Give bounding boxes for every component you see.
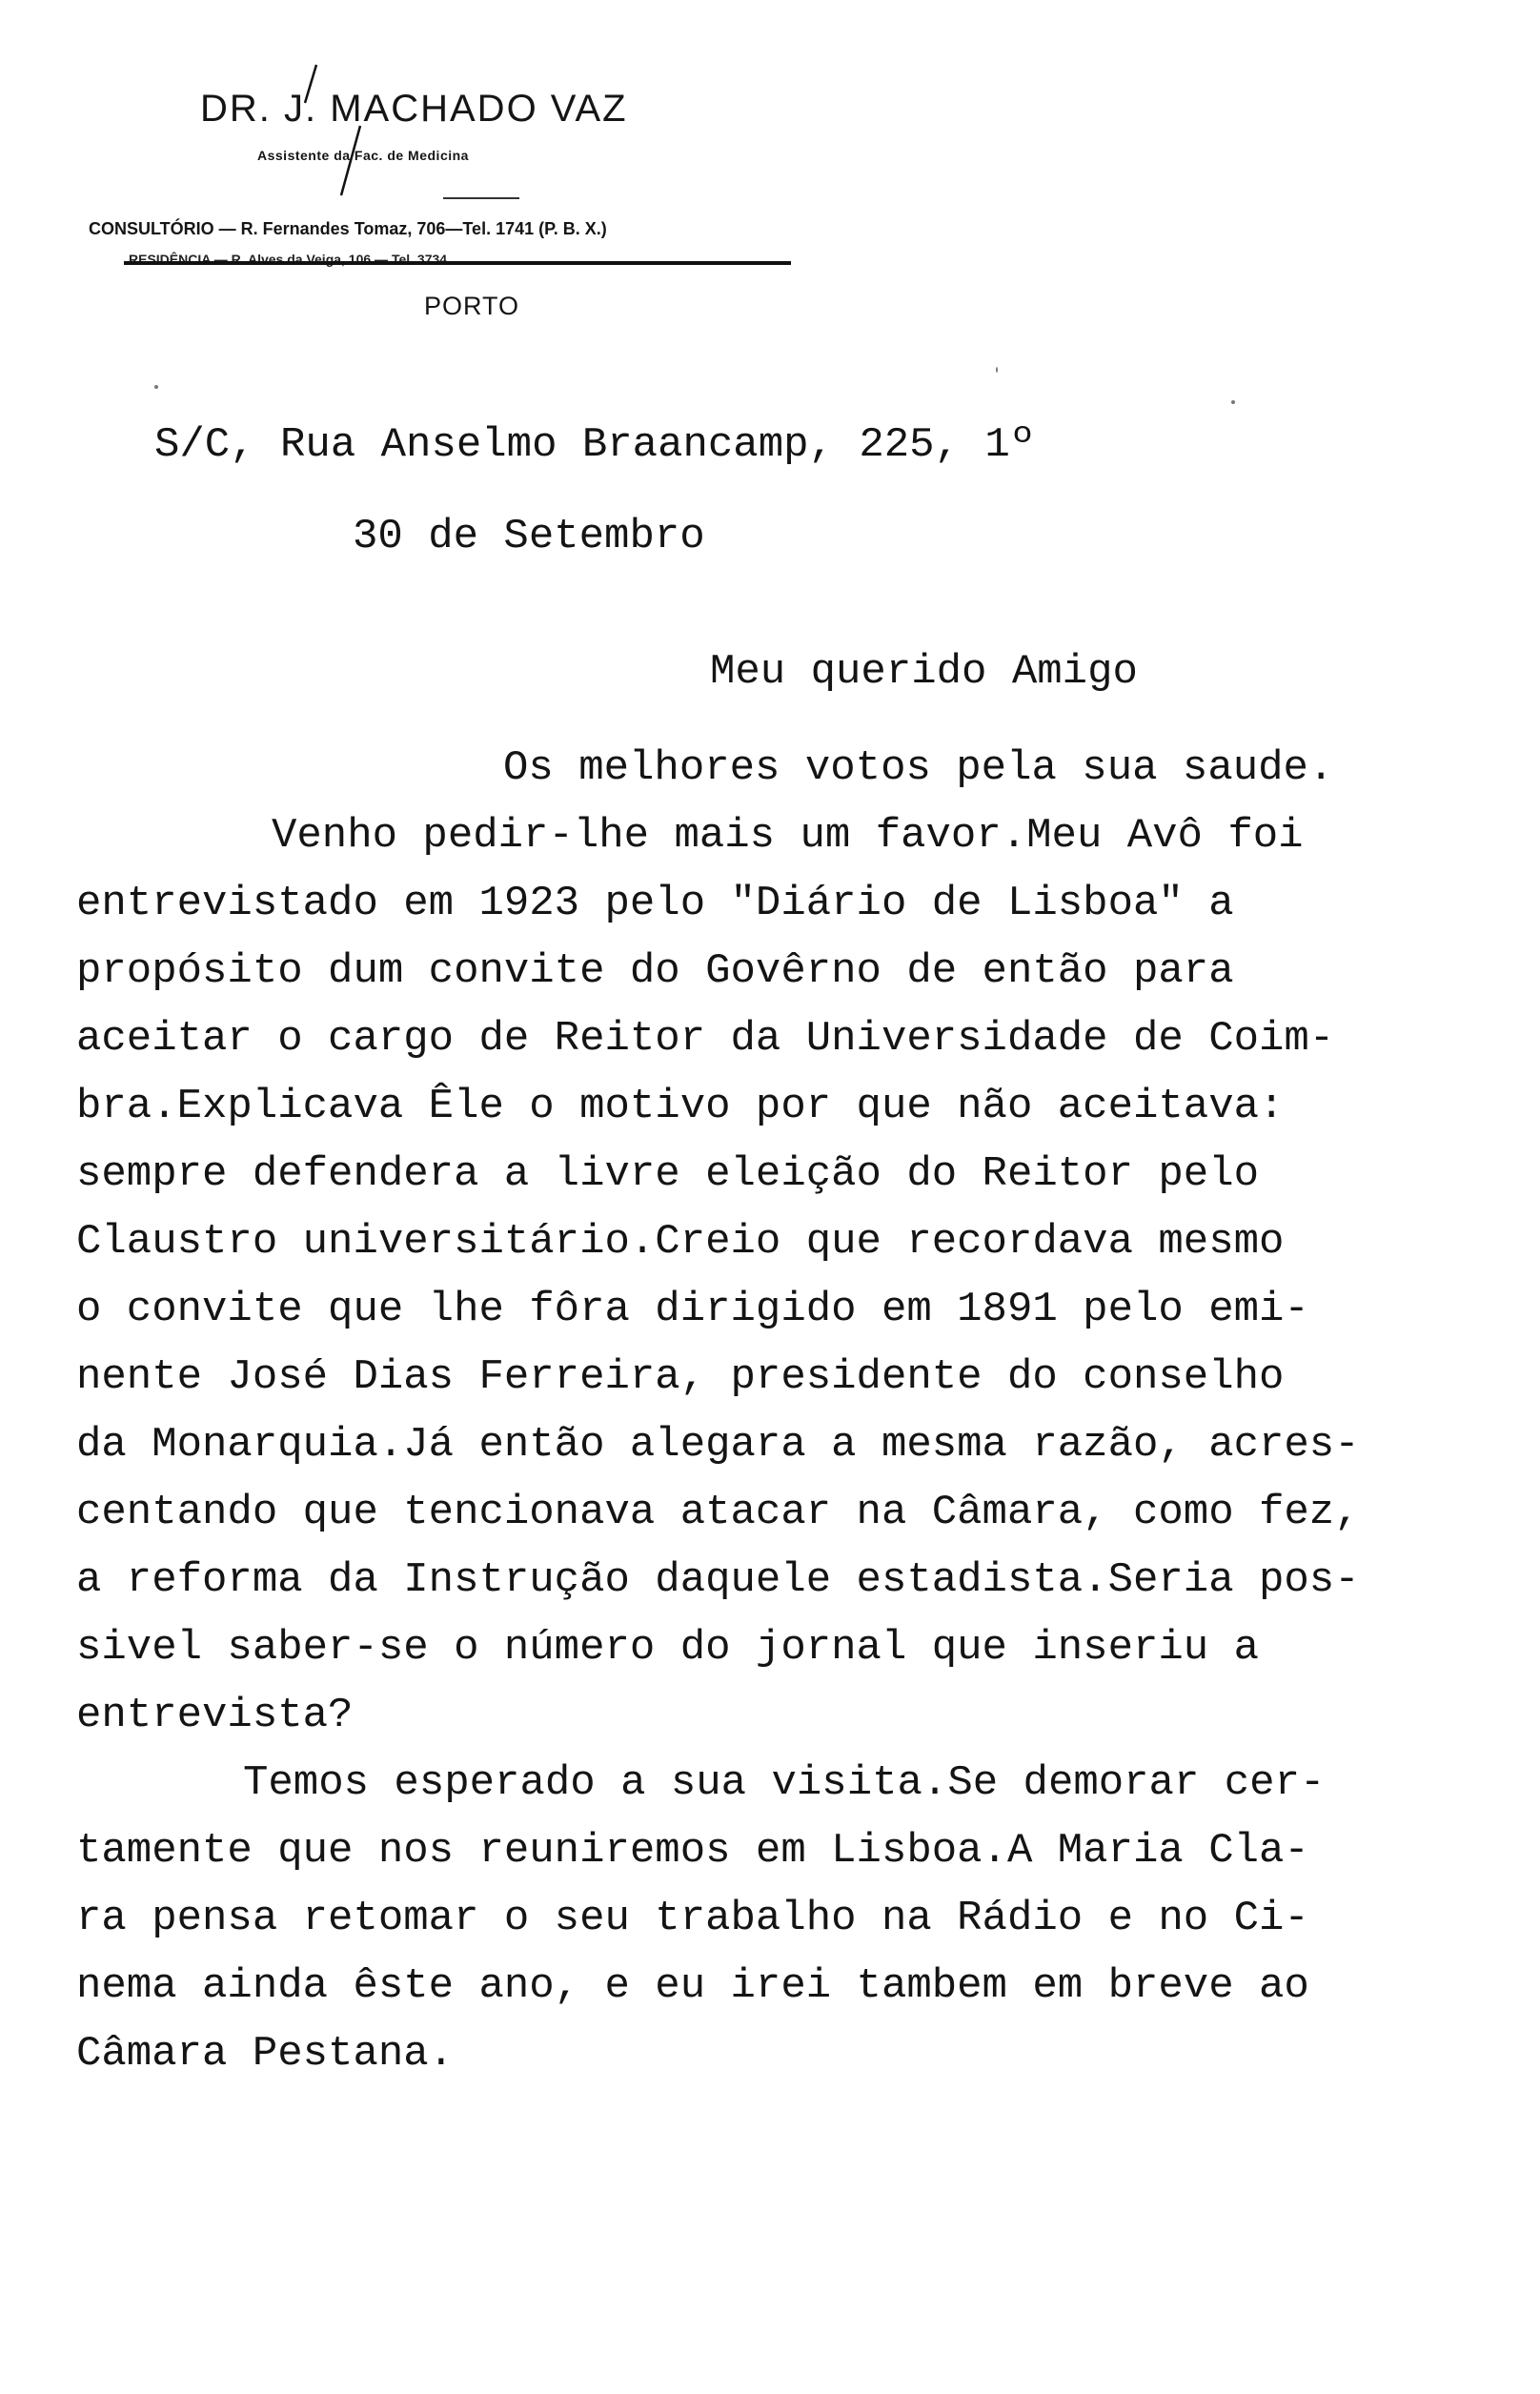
paper-speck: [1231, 400, 1235, 404]
body-line: a reforma da Instrução daquele estadista.Seria pos-: [76, 1556, 1360, 1604]
body-line: da Monarquia.Já então alegara a mesma razão, acres-: [76, 1421, 1360, 1469]
salutation: Meu querido Amigo: [710, 648, 1138, 696]
sender-address: S/C, Rua Anselmo Braancamp, 225, 1º: [154, 421, 1036, 469]
body-line: centando que tencionava atacar na Câmara, como fez,: [76, 1489, 1360, 1536]
body-line: sivel saber-se o número do jornal que inseriu a: [76, 1624, 1260, 1672]
letterhead-name: DR. J. MACHADO VAZ: [200, 88, 628, 130]
body-line: nema ainda êste ano, e eu irei tambem em breve ao: [76, 1962, 1309, 2010]
letter-date: 30 de Setembro: [353, 513, 705, 560]
body-line: o convite que lhe fôra dirigido em 1891 pelo emi-: [76, 1286, 1309, 1333]
body-line: Os melhores votos pela sua saude.: [503, 744, 1334, 792]
letterhead-office-address: CONSULTÓRIO — R. Fernandes Tomaz, 706—Tel. 1741 (P. B. X.): [89, 219, 607, 238]
strikethrough-line: [124, 261, 791, 265]
body-line: aceitar o cargo de Reitor da Universidade de Coim-: [76, 1015, 1335, 1063]
body-line: Venho pedir-lhe mais um favor.Meu Avô foi: [272, 812, 1304, 860]
body-line: tamente que nos reuniremos em Lisboa.A Maria Cla-: [76, 1827, 1309, 1875]
letterhead-residence-struck: RESIDÊNCIA — R. Alves da Veiga, 106 — Tel. 3734: [129, 252, 448, 267]
body-line: nente José Dias Ferreira, presidente do conselho: [76, 1353, 1285, 1401]
body-line: Câmara Pestana.: [76, 2030, 455, 2078]
body-line: entrevista?: [76, 1692, 354, 1739]
paper-speck: [154, 385, 158, 389]
body-line: entrevistado em 1923 pelo "Diário de Lisboa" a: [76, 880, 1234, 927]
paper-speck: [996, 367, 998, 373]
letterhead: [0, 0, 1540, 343]
letterhead-divider: [443, 197, 519, 199]
letterhead-subtitle: Assistente da Fac. de Medicina: [257, 148, 469, 163]
body-line: bra.Explicava Êle o motivo por que não aceitava:: [76, 1083, 1285, 1130]
body-line: sempre defendera a livre eleição do Reitor pelo: [76, 1150, 1260, 1198]
body-line: Temos esperado a sua visita.Se demorar cer-: [243, 1759, 1326, 1807]
body-line: propósito dum convite do Govêrno de então para: [76, 947, 1234, 995]
letterhead-city: PORTO: [424, 292, 520, 320]
body-line: ra pensa retomar o seu trabalho na Rádio e no Ci-: [76, 1895, 1309, 1942]
body-line: Claustro universitário.Creio que recordava mesmo: [76, 1218, 1285, 1266]
